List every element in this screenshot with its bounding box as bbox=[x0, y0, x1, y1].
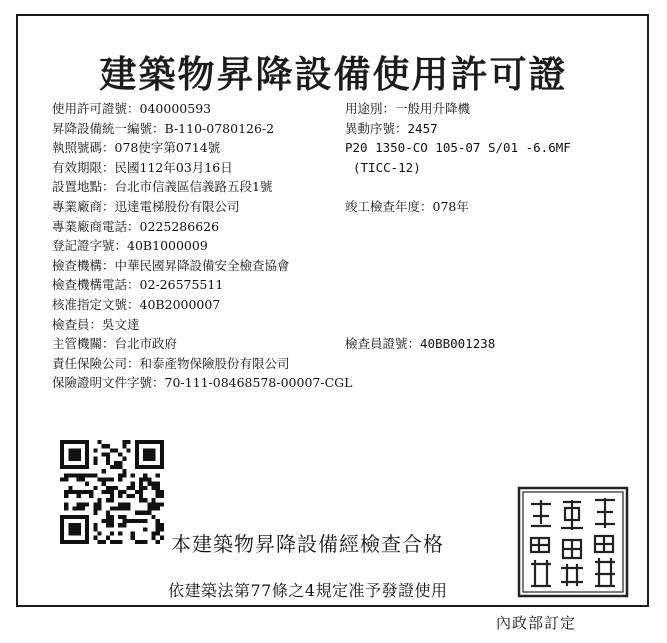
field-value: 078使字第0714號 bbox=[114, 140, 221, 156]
spacer-row bbox=[345, 295, 625, 315]
field-value: 中華民國昇降設備安全檢查協會 bbox=[114, 257, 290, 273]
field-label: 登記證字號 bbox=[52, 238, 115, 254]
field-label: 執照號碼 bbox=[52, 140, 103, 156]
field-label: 使用許可證號 bbox=[52, 101, 128, 116]
usage-value: 一般用升降機 bbox=[395, 101, 471, 116]
field-value: 台北市信義區信義路五段1號 bbox=[114, 179, 273, 195]
model-line: P20 1350-CO 105-07 S/01 -6.6MF bbox=[345, 140, 571, 156]
spacer-row bbox=[345, 177, 625, 197]
field-row bbox=[52, 99, 352, 119]
field-label: 核准指定文號 bbox=[52, 296, 128, 312]
field-separator: ： bbox=[127, 296, 140, 312]
field-row bbox=[52, 119, 352, 139]
field-label: 專業廠商電話 bbox=[52, 218, 128, 234]
completion-label: 竣工檢查年度 bbox=[345, 198, 421, 214]
field-separator: ： bbox=[89, 316, 103, 332]
field-row bbox=[52, 256, 352, 276]
completion-value: 078年 bbox=[432, 198, 469, 214]
field-separator: ： bbox=[127, 218, 140, 234]
field-value: 和泰產物保險股份有限公司 bbox=[139, 355, 290, 371]
field-row bbox=[52, 315, 352, 335]
field-separator: ： bbox=[127, 355, 140, 371]
field-label: 保險證明文件字號 bbox=[52, 375, 153, 391]
field-row bbox=[52, 354, 352, 374]
official-seal-icon bbox=[517, 486, 629, 598]
usage-label: 用途別 bbox=[345, 101, 383, 116]
pass-statement: 本建築物昇降設備經檢查合格 bbox=[171, 532, 444, 556]
field-value: B-110-0780126-2 bbox=[164, 120, 275, 136]
field-row bbox=[52, 177, 352, 197]
field-separator: ： bbox=[102, 257, 115, 273]
field-label: 昇降設備統一編號 bbox=[52, 120, 153, 136]
field-row bbox=[52, 334, 352, 354]
field-row bbox=[52, 197, 352, 217]
field-row bbox=[52, 275, 352, 295]
certificate-title: 建築物昇降設備使用許可證 bbox=[99, 52, 568, 96]
completion-row: 竣工檢查年度：078年 bbox=[345, 198, 469, 214]
model-line-2: (TICC-12) bbox=[353, 159, 421, 175]
field-separator: ： bbox=[102, 159, 115, 175]
serial-row: 異動序號：2457 bbox=[345, 120, 438, 136]
law-statement: 依建築法第77條之4規定准予發證使用 bbox=[168, 581, 448, 600]
spacer-row bbox=[345, 275, 625, 295]
field-value: 02-26575511 bbox=[139, 277, 224, 293]
field-value: 台北市政府 bbox=[114, 336, 178, 352]
field-value: 040000593 bbox=[139, 101, 212, 116]
field-label: 主管機關 bbox=[52, 336, 103, 352]
right-field-column bbox=[345, 99, 625, 354]
field-label: 責任保險公司 bbox=[52, 355, 128, 371]
issuer-note: 內政部訂定 bbox=[496, 614, 577, 632]
field-separator: ： bbox=[102, 140, 115, 156]
field-separator: ： bbox=[152, 375, 165, 391]
field-value: 40B2000007 bbox=[139, 296, 221, 312]
field-label: 檢查員 bbox=[52, 316, 90, 332]
serial-value: 2457 bbox=[407, 120, 438, 136]
spacer-row bbox=[345, 236, 625, 256]
inspector-cert-value: 40BB001238 bbox=[420, 336, 496, 352]
spacer-row bbox=[345, 256, 625, 276]
field-separator: ： bbox=[127, 101, 140, 116]
spacer-row bbox=[345, 217, 625, 237]
field-label: 檢查機構電話 bbox=[52, 277, 128, 293]
field-value: 吳文達 bbox=[102, 316, 140, 332]
field-row bbox=[52, 138, 352, 158]
spacer-row bbox=[345, 315, 625, 335]
field-value: 民國112年03月16日 bbox=[114, 159, 233, 175]
field-separator: ： bbox=[102, 336, 115, 352]
field-row bbox=[52, 373, 352, 393]
field-separator: ： bbox=[102, 179, 115, 195]
field-separator: ： bbox=[102, 198, 115, 214]
left-field-column bbox=[52, 99, 352, 393]
field-row bbox=[52, 236, 352, 256]
qr-code-icon[interactable] bbox=[60, 440, 164, 544]
field-value: 40B1000009 bbox=[127, 238, 208, 254]
field-row bbox=[52, 158, 352, 178]
field-label: 有效期限 bbox=[52, 159, 103, 175]
inspector-cert-row: 檢查員證號：40BB001238 bbox=[345, 336, 496, 352]
field-separator: ： bbox=[127, 277, 140, 293]
field-label: 專業廠商 bbox=[52, 198, 103, 214]
field-row bbox=[52, 295, 352, 315]
field-value: 70-111-08468578-00007-CGL bbox=[164, 375, 353, 391]
field-separator: ： bbox=[152, 120, 165, 136]
field-row bbox=[52, 217, 352, 237]
inspector-cert-label: 檢查員證號 bbox=[345, 336, 408, 352]
field-label: 檢查機構 bbox=[52, 257, 103, 273]
serial-label: 異動序號 bbox=[345, 120, 396, 136]
usage-row: 用途別：一般用升降機 bbox=[345, 101, 471, 116]
field-value: 0225286626 bbox=[139, 218, 220, 234]
field-separator: ： bbox=[114, 238, 128, 254]
field-label: 設置地點 bbox=[52, 179, 103, 195]
field-value: 迅達電梯股份有限公司 bbox=[114, 198, 240, 214]
